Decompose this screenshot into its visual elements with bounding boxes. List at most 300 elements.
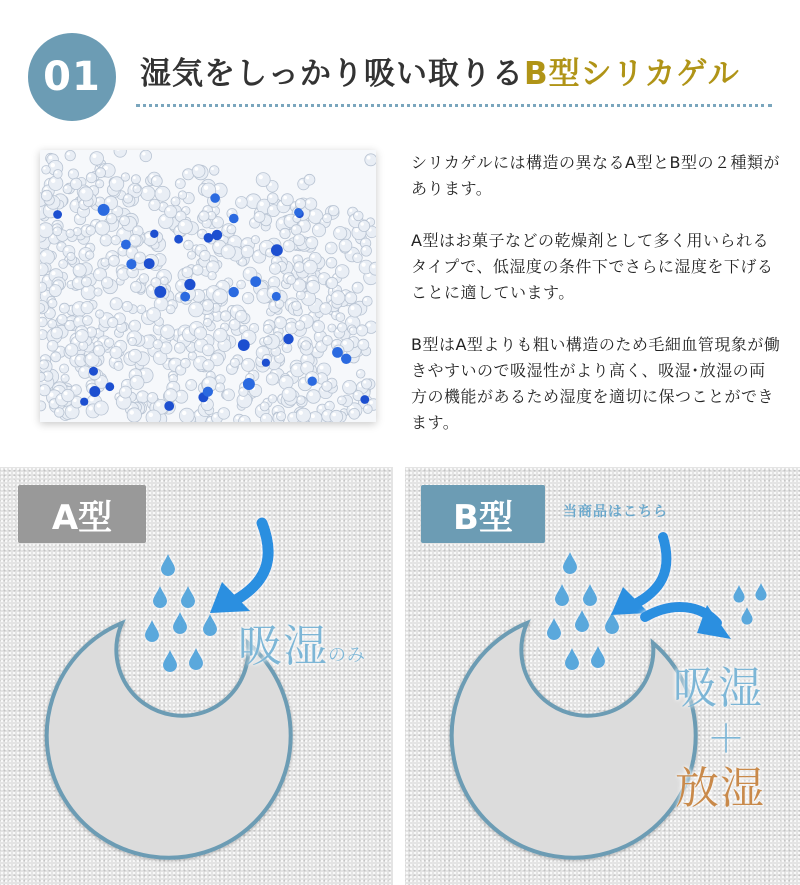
bead-highlight bbox=[363, 381, 366, 384]
bead-highlight bbox=[238, 199, 242, 203]
blue-indicator-bead bbox=[204, 233, 214, 243]
bead-highlight bbox=[88, 355, 92, 359]
clear-bead bbox=[40, 250, 54, 265]
bead-highlight bbox=[324, 337, 327, 340]
bead-highlight bbox=[351, 328, 353, 330]
clear-bead bbox=[291, 225, 301, 235]
bead-highlight bbox=[191, 305, 195, 309]
bead-highlight bbox=[158, 189, 162, 193]
bead-highlight bbox=[177, 180, 180, 183]
bead-highlight bbox=[54, 229, 57, 232]
bead-highlight bbox=[143, 189, 147, 193]
bead-highlight bbox=[327, 403, 330, 406]
bead-highlight bbox=[196, 329, 200, 333]
clear-bead bbox=[86, 251, 94, 259]
clear-bead bbox=[362, 379, 372, 389]
blue-indicator-bead bbox=[150, 230, 158, 238]
bead-highlight bbox=[204, 302, 207, 305]
bead-highlight bbox=[69, 282, 71, 284]
water-drop-icon bbox=[547, 618, 561, 640]
water-drop-icon bbox=[163, 650, 177, 672]
clear-bead bbox=[323, 214, 332, 223]
bead-highlight bbox=[316, 333, 320, 337]
bead-highlight bbox=[358, 327, 361, 330]
clear-bead bbox=[94, 401, 108, 415]
bead-highlight bbox=[149, 413, 153, 417]
bead-highlight bbox=[298, 397, 301, 400]
clear-bead bbox=[149, 199, 160, 210]
bead-highlight bbox=[181, 222, 185, 226]
bead-highlight bbox=[285, 390, 289, 394]
bead-highlight bbox=[98, 223, 102, 227]
clear-bead bbox=[345, 292, 357, 304]
bead-highlight bbox=[67, 322, 70, 325]
clear-bead bbox=[51, 352, 61, 362]
bead-highlight bbox=[41, 361, 44, 364]
bead-highlight bbox=[265, 326, 268, 329]
clear-bead bbox=[330, 410, 343, 422]
clear-bead bbox=[203, 360, 214, 371]
clear-bead bbox=[161, 325, 175, 339]
water-drop-icon bbox=[555, 584, 569, 606]
bead-highlight bbox=[49, 156, 52, 159]
bead-highlight bbox=[77, 357, 81, 361]
water-drop-icon bbox=[733, 585, 744, 603]
bead-highlight bbox=[260, 202, 264, 206]
bead-highlight bbox=[259, 291, 263, 295]
clear-bead bbox=[108, 255, 119, 266]
clear-bead bbox=[81, 277, 91, 287]
bead-highlight bbox=[73, 387, 76, 390]
bead-highlight bbox=[362, 263, 366, 267]
bead-highlight bbox=[84, 288, 88, 292]
bead-highlight bbox=[62, 376, 64, 378]
clear-bead bbox=[313, 321, 325, 333]
bead-highlight bbox=[159, 272, 163, 276]
bead-highlight bbox=[93, 221, 96, 224]
bead-highlight bbox=[72, 202, 76, 206]
clear-bead bbox=[294, 262, 305, 273]
bead-highlight bbox=[349, 209, 352, 212]
clear-bead bbox=[322, 381, 332, 391]
bead-highlight bbox=[244, 294, 247, 297]
description-b-type: B型はA型よりも粗い構造のため毛細血管現象が働きやすいので吸湿性がより高く、吸湿･放湿の両方の機能があるため湿度を適切に保つことができます。 bbox=[411, 335, 781, 432]
bead-highlight bbox=[134, 186, 136, 188]
bead-highlight bbox=[185, 242, 188, 245]
clear-bead bbox=[186, 380, 197, 391]
water-drop-icon bbox=[755, 583, 766, 601]
clear-bead bbox=[60, 364, 69, 373]
description-intro: シリカゲルには構造の異なるA型とB型の２種類があります。 bbox=[411, 153, 780, 198]
clear-bead bbox=[147, 308, 161, 322]
bead-highlight bbox=[214, 219, 217, 222]
blue-indicator-bead bbox=[126, 259, 136, 269]
clear-bead bbox=[188, 251, 196, 259]
clear-bead bbox=[130, 375, 144, 389]
clear-bead bbox=[123, 194, 132, 203]
bead-highlight bbox=[333, 341, 336, 344]
bead-highlight bbox=[213, 355, 217, 359]
clear-bead bbox=[194, 327, 206, 339]
bead-highlight bbox=[259, 175, 263, 179]
bead-highlight bbox=[333, 312, 336, 315]
bead-highlight bbox=[283, 196, 287, 200]
clear-bead bbox=[76, 330, 89, 343]
clear-bead bbox=[40, 372, 45, 381]
bead-highlight bbox=[51, 287, 55, 291]
bead-highlight bbox=[303, 364, 307, 368]
bead-highlight bbox=[297, 200, 300, 203]
clear-bead bbox=[151, 176, 162, 187]
bead-highlight bbox=[308, 239, 312, 243]
clear-bead bbox=[261, 413, 273, 422]
bead-highlight bbox=[120, 248, 123, 251]
bead-highlight bbox=[125, 196, 128, 199]
bead-highlight bbox=[315, 323, 319, 327]
section-number-badge: 01 bbox=[28, 33, 116, 121]
clear-bead bbox=[348, 304, 361, 317]
bead-highlight bbox=[293, 227, 296, 230]
bead-highlight bbox=[322, 305, 326, 309]
bead-highlight bbox=[238, 282, 241, 285]
bead-highlight bbox=[224, 247, 228, 251]
bead-highlight bbox=[282, 378, 286, 382]
bead-highlight bbox=[149, 310, 153, 314]
bead-highlight bbox=[139, 307, 142, 310]
bead-highlight bbox=[130, 339, 132, 341]
bead-highlight bbox=[84, 317, 87, 320]
clear-bead bbox=[127, 408, 141, 422]
bead-highlight bbox=[81, 189, 85, 193]
clear-bead bbox=[362, 296, 372, 306]
bead-highlight bbox=[201, 213, 204, 216]
bead-highlight bbox=[112, 349, 116, 353]
bead-highlight bbox=[341, 241, 345, 245]
bead-highlight bbox=[206, 315, 209, 318]
clear-bead bbox=[62, 389, 74, 401]
bead-highlight bbox=[180, 192, 183, 195]
bead-highlight bbox=[347, 294, 351, 298]
dotted-divider bbox=[136, 104, 772, 107]
bead-highlight bbox=[214, 415, 217, 418]
bead-highlight bbox=[287, 217, 291, 221]
bead-highlight bbox=[273, 258, 276, 261]
clear-bead bbox=[184, 240, 194, 250]
blue-indicator-bead bbox=[121, 240, 131, 250]
bead-highlight bbox=[288, 324, 292, 328]
bead-highlight bbox=[75, 279, 79, 283]
clear-bead bbox=[40, 282, 47, 292]
clear-bead bbox=[134, 252, 145, 263]
bead-highlight bbox=[336, 229, 340, 233]
blue-indicator-bead bbox=[332, 347, 343, 358]
clear-bead bbox=[59, 260, 68, 269]
bead-highlight bbox=[328, 279, 331, 282]
bead-highlight bbox=[183, 208, 186, 211]
bead-highlight bbox=[83, 279, 86, 282]
a-type-effect bbox=[238, 623, 366, 680]
clear-bead bbox=[306, 237, 318, 249]
bead-highlight bbox=[338, 267, 342, 271]
section-title bbox=[140, 48, 740, 93]
bead-highlight bbox=[298, 292, 301, 295]
clear-bead bbox=[287, 276, 296, 285]
clear-bead bbox=[178, 219, 192, 233]
clear-bead bbox=[181, 358, 191, 368]
bead-highlight bbox=[320, 275, 324, 279]
bead-highlight bbox=[218, 283, 222, 287]
clear-bead bbox=[141, 186, 155, 200]
bead-highlight bbox=[222, 313, 225, 316]
clear-bead bbox=[95, 221, 109, 235]
bead-highlight bbox=[76, 318, 80, 322]
bead-highlight bbox=[269, 289, 273, 293]
bead-highlight bbox=[237, 312, 240, 315]
clear-bead bbox=[65, 344, 78, 357]
clear-bead bbox=[323, 336, 333, 346]
clear-bead bbox=[40, 401, 46, 411]
bead-highlight bbox=[214, 313, 217, 316]
water-drop-icon bbox=[189, 648, 203, 670]
clear-bead bbox=[175, 179, 185, 189]
bead-highlight bbox=[192, 324, 196, 328]
blue-indicator-bead bbox=[184, 279, 195, 290]
bead-highlight bbox=[65, 186, 68, 189]
bead-highlight bbox=[262, 243, 266, 247]
blue-indicator-bead bbox=[341, 354, 351, 364]
blue-indicator-bead bbox=[53, 210, 62, 219]
bead-highlight bbox=[209, 263, 213, 267]
bead-highlight bbox=[170, 376, 173, 379]
bead-highlight bbox=[311, 255, 315, 259]
bead-highlight bbox=[89, 406, 93, 410]
bead-highlight bbox=[153, 177, 156, 180]
bead-highlight bbox=[274, 408, 278, 412]
clear-bead bbox=[41, 190, 52, 201]
bead-highlight bbox=[53, 329, 57, 333]
bead-highlight bbox=[292, 203, 295, 206]
bead-highlight bbox=[92, 154, 96, 158]
bead-highlight bbox=[270, 207, 274, 211]
bead-highlight bbox=[364, 298, 367, 301]
bead-highlight bbox=[269, 375, 273, 379]
bead-highlight bbox=[288, 277, 291, 280]
bead-highlight bbox=[168, 307, 171, 310]
b-effect-absorb: 吸湿 bbox=[673, 663, 763, 714]
bead-highlight bbox=[42, 357, 45, 360]
bead-highlight bbox=[184, 269, 187, 272]
bead-highlight bbox=[354, 284, 357, 287]
bead-highlight bbox=[300, 180, 303, 183]
clear-bead bbox=[237, 280, 246, 289]
b-effect-plus: ＋ bbox=[707, 717, 747, 761]
clear-bead bbox=[251, 236, 259, 244]
water-drop-icon bbox=[203, 614, 217, 636]
bead-highlight bbox=[169, 302, 172, 305]
bead-highlight bbox=[217, 384, 220, 387]
bead-highlight bbox=[241, 327, 244, 330]
clear-bead bbox=[165, 206, 177, 218]
bead-highlight bbox=[264, 356, 267, 359]
bead-highlight bbox=[205, 362, 208, 365]
clear-bead bbox=[353, 253, 363, 263]
bead-highlight bbox=[189, 253, 191, 255]
clear-bead bbox=[264, 336, 273, 345]
clear-bead bbox=[179, 408, 194, 422]
clear-bead bbox=[338, 323, 347, 332]
bead-highlight bbox=[132, 378, 136, 382]
clear-bead bbox=[203, 318, 211, 326]
clear-bead bbox=[361, 246, 372, 257]
clear-bead bbox=[331, 291, 345, 305]
bead-highlight bbox=[139, 393, 143, 397]
bead-highlight bbox=[119, 230, 123, 234]
clear-bead bbox=[241, 245, 253, 257]
clear-bead bbox=[129, 349, 142, 362]
blue-indicator-bead bbox=[89, 367, 98, 376]
bead-highlight bbox=[142, 152, 145, 155]
title-main: 湿気をしっかり吸い取りる bbox=[140, 56, 524, 92]
clear-bead bbox=[54, 408, 64, 418]
silica-gel-photo bbox=[40, 150, 376, 422]
bead-highlight bbox=[295, 236, 298, 239]
clear-bead bbox=[326, 277, 337, 288]
bead-highlight bbox=[244, 361, 248, 365]
bead-highlight bbox=[177, 367, 180, 370]
bead-highlight bbox=[185, 330, 189, 334]
bead-highlight bbox=[236, 416, 239, 419]
bead-highlight bbox=[96, 270, 100, 274]
bead-highlight bbox=[153, 279, 156, 282]
bead-highlight bbox=[309, 392, 313, 396]
bead-highlight bbox=[58, 396, 62, 400]
clear-bead bbox=[326, 257, 337, 268]
bead-highlight bbox=[51, 271, 55, 275]
bead-highlight bbox=[311, 414, 315, 418]
clear-bead bbox=[40, 385, 50, 396]
bead-highlight bbox=[45, 277, 49, 281]
bead-highlight bbox=[247, 375, 250, 378]
clear-bead bbox=[73, 264, 86, 277]
bead-highlight bbox=[320, 366, 324, 370]
bead-highlight bbox=[365, 406, 368, 409]
blue-indicator-bead bbox=[180, 292, 190, 302]
bead-highlight bbox=[355, 213, 358, 216]
clear-bead bbox=[304, 260, 318, 274]
clear-bead bbox=[86, 172, 96, 182]
bead-highlight bbox=[338, 314, 341, 317]
clear-bead bbox=[79, 341, 88, 350]
bead-highlight bbox=[50, 300, 53, 303]
water-drop-icon bbox=[575, 610, 589, 632]
clear-bead bbox=[301, 341, 310, 350]
clear-bead bbox=[108, 317, 118, 327]
clear-bead bbox=[352, 282, 363, 293]
bead-highlight bbox=[146, 234, 150, 238]
blue-indicator-bead bbox=[144, 258, 155, 269]
b-effect-release: 放湿 bbox=[675, 763, 765, 814]
bead-highlight bbox=[293, 303, 296, 306]
bead-highlight bbox=[81, 250, 85, 254]
bead-highlight bbox=[348, 319, 352, 323]
bead-highlight bbox=[256, 213, 259, 216]
clear-bead bbox=[65, 150, 75, 160]
bead-highlight bbox=[267, 250, 270, 253]
clear-bead bbox=[220, 311, 230, 321]
bead-highlight bbox=[97, 403, 101, 407]
clear-bead bbox=[358, 339, 369, 350]
bead-highlight bbox=[43, 192, 46, 195]
clear-bead bbox=[292, 301, 301, 310]
bead-highlight bbox=[265, 338, 268, 341]
blue-indicator-bead bbox=[98, 204, 110, 216]
bead-highlight bbox=[343, 341, 347, 345]
bead-highlight bbox=[131, 236, 135, 240]
clear-bead bbox=[100, 234, 112, 246]
clear-bead bbox=[263, 324, 272, 333]
a-type-panel bbox=[0, 467, 393, 885]
bead-highlight bbox=[315, 226, 319, 230]
clear-bead bbox=[110, 347, 122, 359]
clear-bead bbox=[254, 211, 265, 222]
blue-indicator-bead bbox=[238, 339, 250, 351]
blue-indicator-bead bbox=[89, 386, 100, 397]
clear-bead bbox=[101, 258, 109, 266]
bead-highlight bbox=[49, 321, 52, 324]
bead-highlight bbox=[208, 418, 211, 421]
clear-bead bbox=[40, 360, 49, 369]
bead-highlight bbox=[52, 354, 55, 357]
clear-bead bbox=[260, 402, 269, 411]
bead-highlight bbox=[107, 199, 111, 203]
clear-bead bbox=[339, 239, 352, 252]
bead-highlight bbox=[155, 341, 158, 344]
blue-indicator-bead bbox=[212, 230, 222, 240]
bead-highlight bbox=[255, 252, 259, 256]
bead-highlight bbox=[59, 244, 62, 247]
bead-highlight bbox=[209, 288, 213, 292]
clear-bead bbox=[49, 285, 61, 297]
clear-bead bbox=[235, 310, 247, 322]
clear-bead bbox=[295, 321, 305, 331]
clear-bead bbox=[268, 395, 276, 403]
clear-bead bbox=[365, 154, 376, 166]
clear-bead bbox=[213, 289, 228, 304]
clear-bead bbox=[160, 277, 168, 285]
clear-bead bbox=[53, 170, 62, 179]
blue-indicator-bead bbox=[250, 276, 261, 287]
clear-bead bbox=[178, 191, 186, 199]
bead-highlight bbox=[51, 179, 55, 183]
bead-highlight bbox=[112, 300, 116, 304]
bead-highlight bbox=[324, 383, 327, 386]
bead-highlight bbox=[204, 186, 208, 190]
clear-bead bbox=[275, 317, 287, 329]
water-drop-icon bbox=[181, 586, 195, 608]
bead-highlight bbox=[67, 231, 69, 233]
bead-highlight bbox=[355, 392, 358, 395]
clear-bead bbox=[131, 175, 140, 184]
clear-bead bbox=[214, 328, 228, 342]
bead-highlight bbox=[123, 174, 126, 177]
clear-bead bbox=[192, 165, 205, 178]
clear-bead bbox=[67, 252, 75, 260]
bead-highlight bbox=[133, 176, 136, 179]
water-drop-icon bbox=[173, 612, 187, 634]
bead-highlight bbox=[110, 257, 113, 260]
clear-bead bbox=[221, 245, 235, 259]
bead-highlight bbox=[194, 266, 197, 269]
